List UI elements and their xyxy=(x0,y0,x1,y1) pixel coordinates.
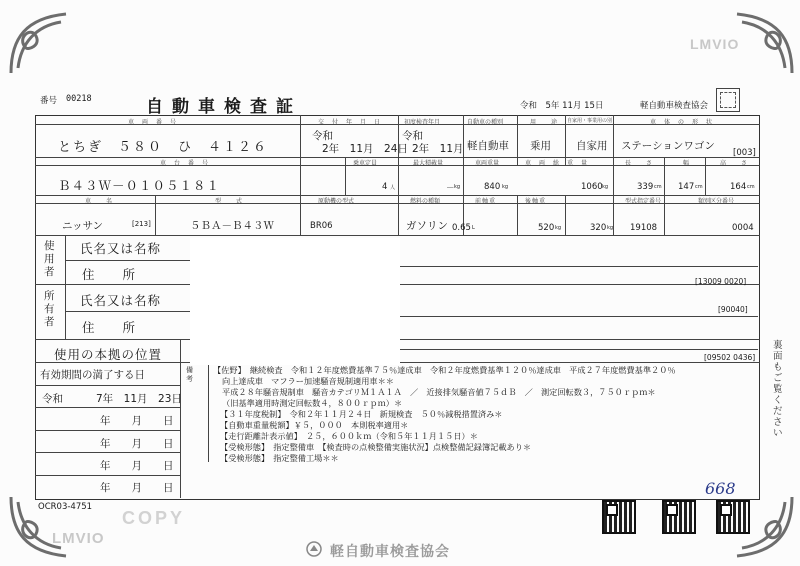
engine-type: BR06 xyxy=(310,221,333,231)
plate-header: 車 両 番 号 xyxy=(128,119,178,126)
base-location-label: 使用の本拠の位置 xyxy=(54,347,163,362)
body-code: [003] xyxy=(733,148,756,158)
side-note: 裏面もご覧ください xyxy=(773,340,783,439)
user-code: [13009 0020] xyxy=(695,277,747,286)
height-value: 164 xyxy=(730,182,747,192)
chassis-header: 車 台 番 号 xyxy=(160,160,210,167)
max-load-header: 最大積載量 xyxy=(413,160,444,167)
length-header: 長 さ xyxy=(625,160,654,167)
qr-code-icon xyxy=(662,500,696,534)
remark-line: 【走行距離計表示値】 ２５，６００ｋｍ（令和５年１１月１５日）＊ xyxy=(220,431,478,441)
owner-section-label: 所有者 xyxy=(44,290,55,328)
number-label: 番号 xyxy=(40,96,58,106)
qr-code-icon xyxy=(716,500,750,534)
body-header: 車 体 の 形 状 xyxy=(650,119,714,126)
watermark-logo: LMVIO xyxy=(52,530,105,547)
plate-number: とちぎ ５８０ ひ ４１２６ xyxy=(58,140,269,155)
base-location-code: [09502 0436] xyxy=(704,353,756,362)
page-title: 自動車検査証 xyxy=(146,97,302,117)
width-header: 幅 xyxy=(683,160,691,167)
user-section-label: 使用者 xyxy=(44,240,55,278)
expiry-date: 7年 11月 23日 xyxy=(96,393,182,405)
rear-axle-unit: kg xyxy=(607,225,614,231)
use-type: 自家用 xyxy=(576,140,608,152)
model-type: ５ＢＡ－Ｂ４３Ｗ xyxy=(190,220,274,232)
remark-line: 向上達成車 マフラー加速騒音規制適用車＊＊ xyxy=(222,376,394,386)
organization-name: 軽自動車検査協会 xyxy=(330,544,450,560)
gross-weight-header: 車 両 総 重 量 xyxy=(525,160,589,167)
body-shape: ステーションワゴン xyxy=(621,140,715,152)
fuel-header: 燃料の種類 xyxy=(410,198,441,205)
front-axle-value: 520 xyxy=(538,223,555,233)
owner-address-label: 住 所 xyxy=(82,320,137,335)
owner-name-label: 氏名又は名称 xyxy=(80,293,162,308)
issue-date: 令和 5年 11月 15日 xyxy=(520,101,604,111)
owner-code: [90040] xyxy=(718,305,748,314)
remarks-label: 備 考 xyxy=(186,366,200,383)
length-unit: cm xyxy=(654,184,662,190)
name-header: 車 名 xyxy=(85,198,114,205)
length-value: 339 xyxy=(637,182,654,192)
issue-date-value: 2年 11月 24日 xyxy=(322,143,408,155)
chassis-number: Ｂ４３Ｗ－０１０５１８１ xyxy=(58,178,221,193)
capacity-value: 4 xyxy=(382,182,388,192)
remark-line: 【佐野】 継続検査 令和１２年度燃費基準７５％達成車 令和２年度燃費基準１２０％達成車 平成２７年度燃費基準２０％ xyxy=(213,365,676,375)
front-axle-unit: kg xyxy=(555,225,562,231)
height-header: 高 さ xyxy=(720,160,749,167)
watermark-logo: LMVIO xyxy=(690,36,740,52)
expiry-blank-row: 年 月 日 xyxy=(100,438,174,450)
remark-line: 平成２８年騒音規制車 騒音カテゴリＭ１Ａ１Ａ ／ 近接排気騒音値７５ｄＢ ／ 測定回転数３，７５０ｒｐｍ＊ xyxy=(222,387,656,397)
issuer-name: 軽自動車検査協会 xyxy=(640,101,709,111)
capacity-header: 乗車定員 xyxy=(353,160,378,167)
gross-weight-value: 1060 xyxy=(581,182,603,192)
gross-weight-unit: kg xyxy=(602,184,609,190)
expiry-label: 有効期間の満了する日 xyxy=(40,369,145,381)
category-number-value: 0004 xyxy=(732,223,754,233)
category-number-header: 類別区分番号 xyxy=(698,198,735,205)
model-header: 型 式 xyxy=(215,198,244,205)
max-load-value: － xyxy=(446,184,455,194)
type-number-header: 型式指定番号 xyxy=(625,198,662,205)
first-registration-header: 初度検査年月 xyxy=(404,119,441,126)
height-unit: cm xyxy=(747,184,755,190)
width-value: 147 xyxy=(678,182,695,192)
displacement: 0.65 xyxy=(452,223,471,233)
organization-logo-icon xyxy=(306,541,322,557)
capacity-unit: 人 xyxy=(390,185,396,191)
user-address-label: 住 所 xyxy=(82,267,137,282)
qr-code-icon xyxy=(602,500,636,534)
expiry-blank-row: 年 月 日 xyxy=(100,460,174,472)
user-name-label: 氏名又は名称 xyxy=(80,241,162,256)
expiry-blank-row: 年 月 日 xyxy=(100,415,174,427)
remark-line: 【受検形態】 指定整備車 【検査時の点検整備実施状況】点検整備記録簿記載あり＊ xyxy=(220,442,532,452)
corner-ornament-icon xyxy=(6,8,76,78)
first-registration-value: 2年 11月 xyxy=(412,143,464,155)
issue-era: 令和 xyxy=(312,130,333,142)
weight-unit: kg xyxy=(502,184,509,190)
use-type-header: 自家用・事業用の別 xyxy=(567,118,613,124)
vehicle-kind: 軽自動車 xyxy=(467,140,509,152)
kind-header: 自動車の種別 xyxy=(467,119,504,126)
rear-axle-value: 320 xyxy=(590,223,607,233)
front-axle-header: 前軸重 xyxy=(475,198,497,205)
fuel-type: ガソリン xyxy=(406,220,448,232)
certificate-number: 00218 xyxy=(66,94,92,104)
expiry-blank-row: 年 月 日 xyxy=(100,482,174,494)
redacted-area xyxy=(190,238,400,365)
expiry-era: 令和 xyxy=(42,393,63,405)
rear-axle-header: 後軸重 xyxy=(525,198,547,205)
use-header: 用 途 xyxy=(530,119,559,126)
type-number-value: 19108 xyxy=(630,223,658,233)
max-load-unit: kg xyxy=(454,184,461,190)
width-unit: cm xyxy=(695,184,703,190)
watermark-copy: COPY xyxy=(122,508,186,528)
engine-header: 原動機の型式 xyxy=(318,198,355,205)
seal-stamp-icon xyxy=(716,88,740,112)
form-number: OCR03-4751 xyxy=(38,502,93,512)
first-era: 令和 xyxy=(402,130,423,142)
remark-line: 【受検形態】 指定整備工場＊＊ xyxy=(220,453,339,463)
displacement-unit: L xyxy=(472,225,475,231)
issue-date-header: 交 付 年 月 日 xyxy=(318,119,382,126)
weight-header: 車両重量 xyxy=(475,160,500,167)
maker-name: ニッサン xyxy=(62,220,104,232)
handwritten-number: 668 xyxy=(705,479,736,498)
vehicle-use: 乗用 xyxy=(530,140,551,152)
remark-line: （旧基準適用時測定回転数４，８００ｒｐｍ）＊ xyxy=(222,398,403,408)
maker-code: [213] xyxy=(132,220,151,228)
weight-value: 840 xyxy=(484,182,501,192)
remark-line: 【３１年度税制】 令和２年１１月２４日 新規検査 ５０％減税措置済み＊ xyxy=(220,409,503,419)
remark-line: 【自動車重量税額】￥５，０００ 本則税率適用＊ xyxy=(220,420,409,430)
